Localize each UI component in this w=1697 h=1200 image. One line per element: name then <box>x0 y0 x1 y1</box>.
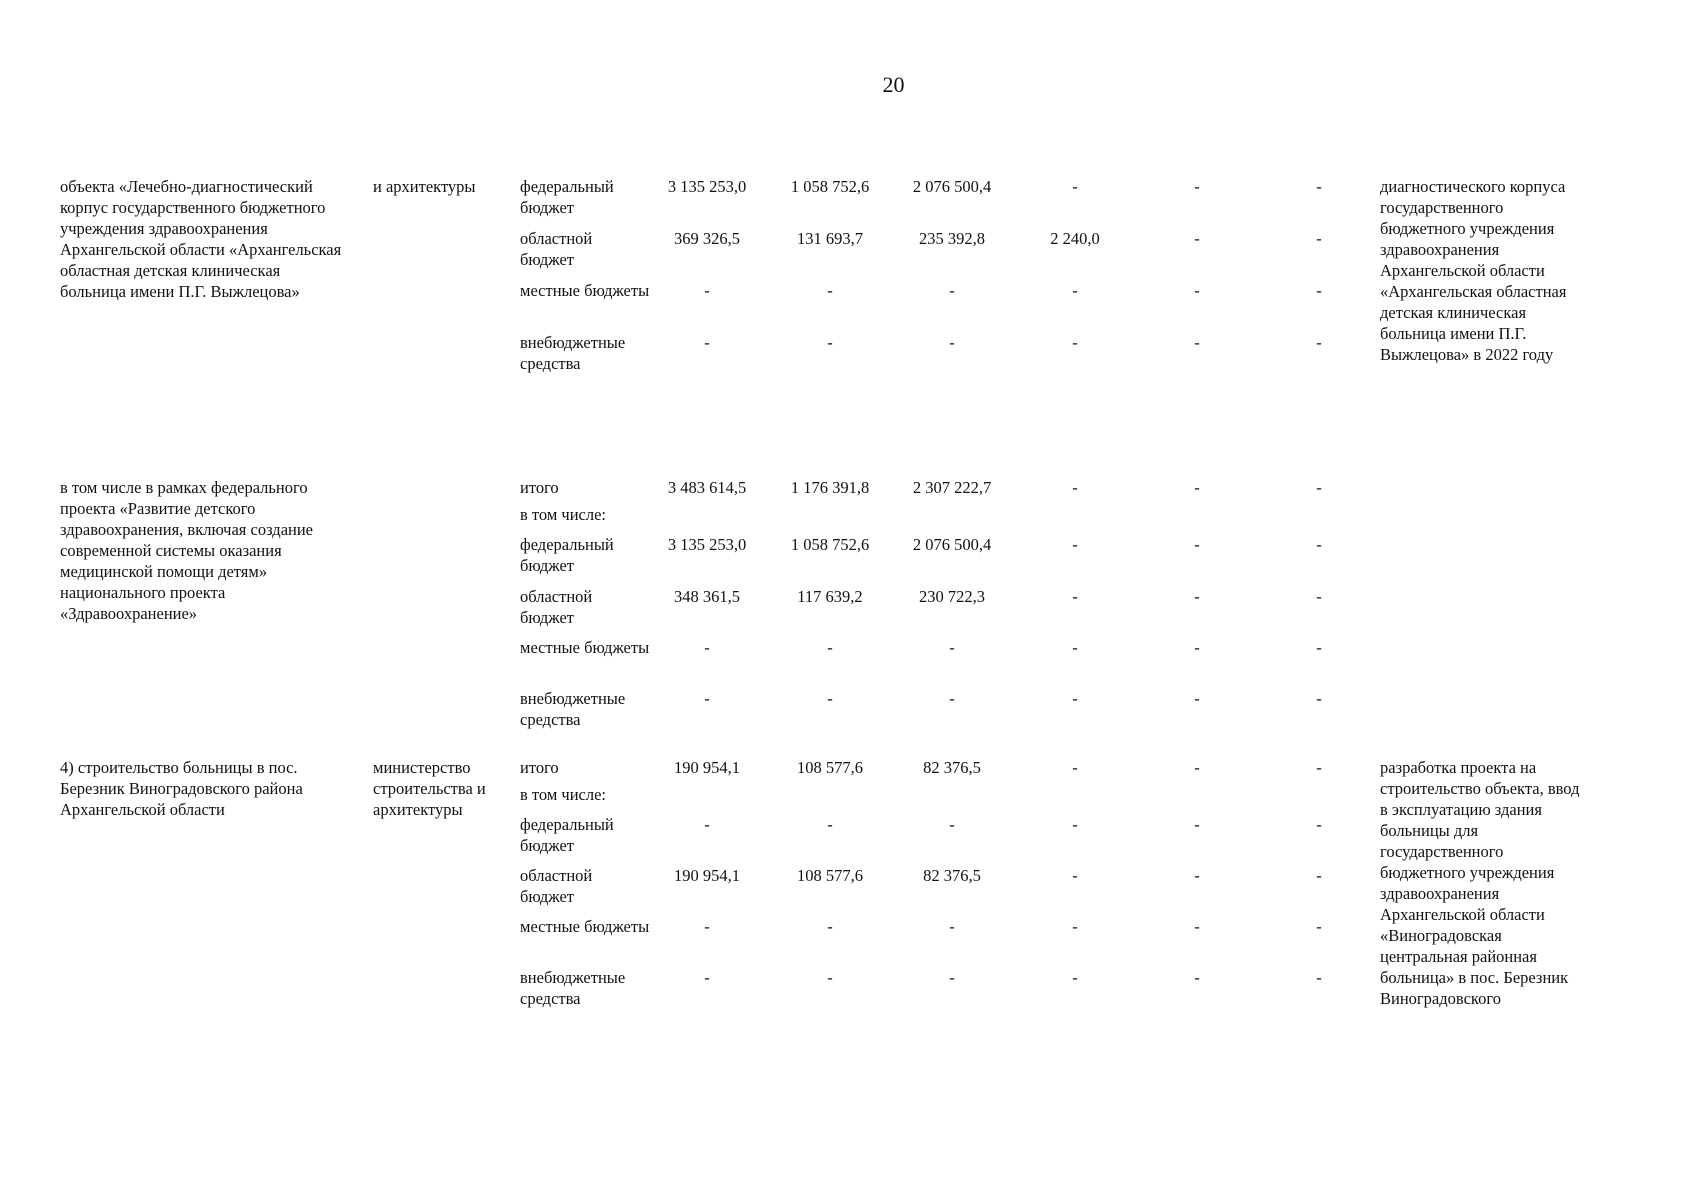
amount-year-2: 82 376,5 <box>923 758 981 777</box>
funding-source: федеральный бюджет <box>520 177 614 217</box>
amount-year-2: 230 722,3 <box>919 587 985 606</box>
funding-source: федеральный бюджет <box>520 535 614 575</box>
amount-year-5: - <box>1316 281 1322 300</box>
amount-total: - <box>704 968 710 987</box>
event-description: объекта «Лечебно-диагностический корпус государственного бюджетного учреждения здравоохранения Архангельской области «Архангельская областная детская клиническая больница имени П.Г. Выжлецова» <box>60 177 342 301</box>
amount-year-2: - <box>949 917 955 936</box>
amount-year-1: 1 058 752,6 <box>790 177 870 196</box>
amount-total: 3 135 253,0 <box>667 177 747 196</box>
amount-year-2: 82 376,5 <box>923 866 981 885</box>
amount-year-2: 2 076 500,4 <box>912 177 992 196</box>
amount-year-5: - <box>1316 177 1322 196</box>
executor: и архитектуры <box>373 177 476 196</box>
amount-year-3: - <box>1072 815 1078 834</box>
amount-year-5: - <box>1316 638 1322 657</box>
amount-year-3: - <box>1072 968 1078 987</box>
funding-source: в том числе: <box>520 785 607 804</box>
funding-source: итого <box>520 478 559 497</box>
amount-year-4: - <box>1194 968 1200 987</box>
amount-year-4: - <box>1194 229 1200 248</box>
amount-year-4: - <box>1194 866 1200 885</box>
amount-year-2: 2 307 222,7 <box>912 478 992 497</box>
amount-year-3: - <box>1072 177 1078 196</box>
funding-source: местные бюджеты <box>520 281 650 300</box>
amount-year-1: - <box>827 281 833 300</box>
amount-year-1: - <box>827 968 833 987</box>
amount-year-4: - <box>1194 815 1200 834</box>
amount-year-3: 2 240,0 <box>1050 229 1100 248</box>
amount-year-3: - <box>1072 478 1078 497</box>
amount-total: 190 954,1 <box>674 866 740 885</box>
amount-year-5: - <box>1316 333 1322 352</box>
amount-total: 3 135 253,0 <box>667 535 747 554</box>
amount-year-2: - <box>949 638 955 657</box>
expected-result: диагностического корпуса государственного бюджетного учреждения здравоохранения Архангельской области «Архангельская областная детская клиническая больница имени П.Г. Выжлецова» в 2022 году <box>1380 177 1567 364</box>
amount-year-5: - <box>1316 866 1322 885</box>
amount-year-1: - <box>827 689 833 708</box>
amount-total: - <box>704 281 710 300</box>
event-description: 4) строительство больницы в пос. Березник Виноградовского района Архангельской области <box>60 758 303 819</box>
funding-source: областной бюджет <box>520 866 593 906</box>
amount-year-4: - <box>1194 478 1200 497</box>
amount-year-5: - <box>1316 758 1322 777</box>
amount-year-1: 117 639,2 <box>797 587 863 606</box>
amount-year-2: - <box>949 281 955 300</box>
amount-total: - <box>704 815 710 834</box>
amount-year-1: - <box>827 638 833 657</box>
amount-year-4: - <box>1194 281 1200 300</box>
funding-source: внебюджетные средства <box>520 333 626 373</box>
amount-year-4: - <box>1194 638 1200 657</box>
amount-year-4: - <box>1194 689 1200 708</box>
funding-source: внебюджетные средства <box>520 968 626 1008</box>
amount-total: - <box>704 689 710 708</box>
amount-year-2: - <box>949 689 955 708</box>
amount-year-5: - <box>1316 229 1322 248</box>
amount-total: - <box>704 333 710 352</box>
funding-source: областной бюджет <box>520 587 593 627</box>
event-description: в том числе в рамках федерального проекта «Развитие детского здравоохранения, включая создание современной системы оказания медицинской помощи детям» национального проекта «Здравоохранение» <box>60 478 314 623</box>
amount-total: 190 954,1 <box>674 758 740 777</box>
amount-year-3: - <box>1072 917 1078 936</box>
amount-year-3: - <box>1072 587 1078 606</box>
amount-year-1: 1 176 391,8 <box>790 478 870 497</box>
amount-total: 348 361,5 <box>674 587 740 606</box>
funding-source: итого <box>520 758 559 777</box>
amount-year-3: - <box>1072 333 1078 352</box>
amount-total: - <box>704 638 710 657</box>
expected-result: разработка проекта на строительство объекта, ввод в эксплуатацию здания больницы для государственного бюджетного учреждения здравоохранения Архангельской области «Виноградовская центральная районная больница» в пос. Березник Виноградовского <box>1380 758 1580 1008</box>
amount-year-5: - <box>1316 587 1322 606</box>
amount-year-1: - <box>827 815 833 834</box>
amount-year-1: 131 693,7 <box>797 229 863 248</box>
amount-year-3: - <box>1072 866 1078 885</box>
funding-source: в том числе: <box>520 505 607 524</box>
amount-year-3: - <box>1072 689 1078 708</box>
amount-year-1: 108 577,6 <box>797 866 863 885</box>
amount-year-1: 1 058 752,6 <box>790 535 870 554</box>
executor: министерство строительства и архитектуры <box>373 758 486 819</box>
amount-total: 3 483 614,5 <box>667 478 747 497</box>
amount-year-5: - <box>1316 478 1322 497</box>
amount-year-2: - <box>949 815 955 834</box>
amount-year-5: - <box>1316 968 1322 987</box>
amount-year-3: - <box>1072 281 1078 300</box>
amount-year-2: 235 392,8 <box>919 229 985 248</box>
amount-year-3: - <box>1072 638 1078 657</box>
amount-year-4: - <box>1194 535 1200 554</box>
funding-source: местные бюджеты <box>520 917 650 936</box>
amount-year-5: - <box>1316 689 1322 708</box>
amount-year-5: - <box>1316 535 1322 554</box>
amount-year-4: - <box>1194 177 1200 196</box>
amount-total: - <box>704 917 710 936</box>
funding-source: федеральный бюджет <box>520 815 614 855</box>
amount-year-2: - <box>949 333 955 352</box>
amount-year-4: - <box>1194 587 1200 606</box>
funding-source: местные бюджеты <box>520 638 650 657</box>
amount-total: 369 326,5 <box>674 229 740 248</box>
amount-year-5: - <box>1316 815 1322 834</box>
amount-year-3: - <box>1072 535 1078 554</box>
amount-year-1: - <box>827 333 833 352</box>
amount-year-3: - <box>1072 758 1078 777</box>
page-number: 20 <box>882 72 905 97</box>
amount-year-1: - <box>827 917 833 936</box>
amount-year-4: - <box>1194 758 1200 777</box>
funding-source: внебюджетные средства <box>520 689 626 729</box>
amount-year-4: - <box>1194 917 1200 936</box>
amount-year-2: 2 076 500,4 <box>912 535 992 554</box>
amount-year-1: 108 577,6 <box>797 758 863 777</box>
amount-year-2: - <box>949 968 955 987</box>
amount-year-5: - <box>1316 917 1322 936</box>
amount-year-4: - <box>1194 333 1200 352</box>
funding-source: областной бюджет <box>520 229 593 269</box>
